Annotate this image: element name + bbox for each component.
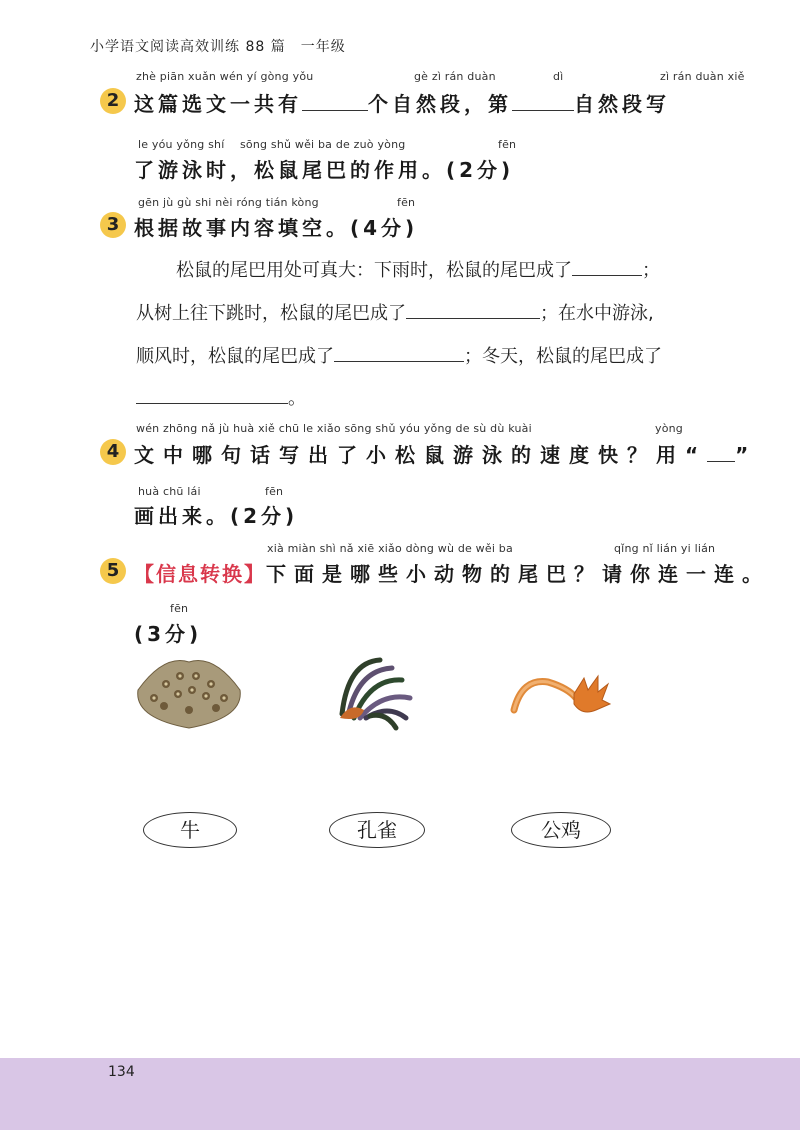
q3-passage-line-2 [136,299,654,325]
q3-blank-2[interactable] [406,300,540,319]
q4-pinyin-2: yòng [655,422,683,435]
q3-passage-text: ；冬天，松鼠的尾巴成了 [464,346,662,367]
q2-pinyin-2: gè zì rán duàn [414,70,496,83]
q4-quote-close: ” [735,443,758,467]
q5-text: 下面是哪些小动物的尾巴？请你连一连。 [266,562,770,586]
q3-passage-line-3 [136,342,662,368]
q3-pinyin-1: gēn jù gù shi nèi róng tián kòng [138,196,319,209]
q3-passage-text: ；在水中游泳, [540,303,654,324]
q5-line-2: (3分) [134,622,203,646]
peacock-tail-image [134,658,244,730]
q2-text-b: 个自然段，第 [368,92,512,116]
q3-passage-text: 松鼠的尾巴用处可真大：下雨时，松鼠的尾巴成了 [176,260,572,281]
q3-blank-1[interactable] [572,257,642,276]
q4-pinyin-4: fēn [265,485,284,498]
q2-pinyin-1: zhè piān xuǎn wén yí gòng yǒu [136,70,314,83]
q3-passage-text: 顺风时，松鼠的尾巴成了 [136,346,334,367]
answer-option-rooster[interactable]: 公鸡 [511,812,611,848]
q3-passage-text: 。 [288,388,306,409]
q2-text-a: 这篇选文一共有 [134,92,302,116]
q2-pinyin-4: zì rán duàn xiě [660,70,745,83]
q5-pinyin-1: xià miàn shì nǎ xiē xiǎo dòng wù de wěi ba [267,542,513,555]
answer-option-peacock[interactable]: 孔雀 [329,812,425,848]
question-number-badge: 5 [100,558,126,584]
q3-passage-line-4 [136,384,306,410]
q3-passage-text: ； [642,260,660,281]
q5-pinyin-2: qǐng nǐ lián yi lián [614,542,716,555]
q4-text-a: 文中哪句话写出了小松鼠游泳的速度快？用 [134,443,685,467]
q4-line-1 [134,439,757,468]
q4-quote-open: “ [685,443,708,467]
q2-pinyin-6: sōng shǔ wěi ba de zuò yòng [240,138,406,151]
q2-line-1 [134,88,670,117]
q5-tag-info-conversion: 【信息转换】 [134,562,266,586]
q3-passage-line-1 [176,256,660,282]
q5-pinyin-3: fēn [170,602,189,615]
q3-blank-3[interactable] [334,343,464,362]
q3-passage-text: 从树上往下跳时，松鼠的尾巴成了 [136,303,406,324]
q4-underline-sample [707,441,735,462]
q2-pinyin-5: le yóu yǒng shí [138,138,225,151]
question-number-badge: 3 [100,212,126,238]
q5-line-1 [134,558,770,587]
q4-line-2: 画出来。(2分) [134,504,299,528]
q2-pinyin-7: fēn [498,138,517,151]
answer-option-ox[interactable]: 牛 [143,812,237,848]
q2-pinyin-3: dì [553,70,564,83]
q2-blank-count[interactable] [302,90,368,111]
q4-pinyin-3: huà chū lái [138,485,201,498]
q3-blank-4[interactable] [136,385,288,404]
q3-line: 根据故事内容填空。(4分) [134,216,419,240]
page-number: 134 [108,1064,135,1080]
question-number-badge: 4 [100,439,126,465]
book-title: 小学语文阅读高效训练 88 篇 一年级 [90,39,346,55]
question-number-badge: 2 [100,88,126,114]
q2-text-c: 自然段写 [574,92,670,116]
q3-pinyin-2: fēn [397,196,416,209]
rooster-tail-image [330,652,416,732]
q2-line-2: 了游泳时，松鼠尾巴的作用。(2分) [134,158,515,182]
q4-pinyin-1: wén zhōng nǎ jù huà xiě chū le xiǎo sōng shǔ yóu yǒng de sù dù kuài [136,422,532,435]
q2-blank-paragraph[interactable] [512,90,574,111]
ox-tail-image [508,668,612,726]
